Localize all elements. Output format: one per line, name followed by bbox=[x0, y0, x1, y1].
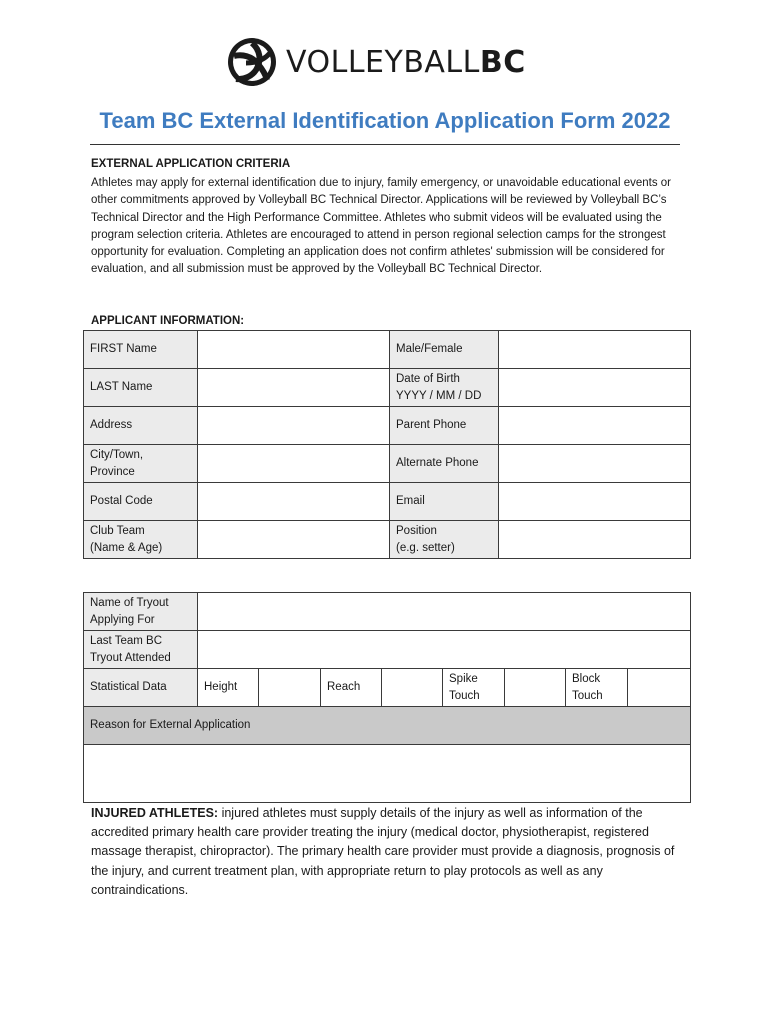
reach-field[interactable] bbox=[382, 669, 443, 707]
tryout-info-table bbox=[83, 592, 691, 803]
postal-code-field[interactable] bbox=[198, 483, 390, 521]
first-name-label: FIRST Name bbox=[84, 331, 198, 369]
gender-field[interactable] bbox=[499, 331, 691, 369]
height-field[interactable] bbox=[259, 669, 321, 707]
title-divider bbox=[90, 144, 680, 145]
date-of-birth-field[interactable] bbox=[499, 369, 691, 407]
city-province-label: City/Town, Province bbox=[84, 445, 198, 483]
injured-athletes-text: injured athletes must supply details of the injury as well as information of the accredited primary health care provider treating the injury (medical doctor, physiotherapist, registered massage therapist, chiropractor). The primary health care provider must provide a diagnosis, prognosis of the injury, and current treatment plan, with appropriate return to play protocols as well as any contraindications. bbox=[91, 806, 675, 897]
volleyball-icon bbox=[226, 36, 278, 88]
table-row bbox=[84, 483, 691, 521]
table-row bbox=[84, 593, 691, 631]
brand-logo bbox=[226, 34, 526, 90]
parent-phone-label: Parent Phone bbox=[390, 407, 499, 445]
email-label: Email bbox=[390, 483, 499, 521]
table-row bbox=[84, 669, 691, 707]
table-row bbox=[84, 707, 691, 745]
injured-athletes-heading: INJURED ATHLETES: bbox=[91, 806, 219, 820]
postal-code-label: Postal Code bbox=[84, 483, 198, 521]
parent-phone-field[interactable] bbox=[499, 407, 691, 445]
criteria-text: Athletes may apply for external identification due to injury, family emergency, or unavoidable educational events or other commitments approved by Volleyball BC Technical Director. Applications will be reviewed by Volleyball BC’s Technical Director and the High Performance Committee. Athletes who submit videos will be evaluated using the program selection criteria. Athletes are encouraged to attend in person regional selection camps for the strongest opportunity for evaluation. Completing an application does not confirm athletes' submission will be considered for evaluation, and all submission must be approved by the Volleyball BC Technical Director. bbox=[91, 177, 672, 276]
block-touch-field[interactable] bbox=[628, 669, 691, 707]
reason-label: Reason for External Application bbox=[84, 707, 691, 745]
first-name-field[interactable] bbox=[198, 331, 390, 369]
alternate-phone-label: Alternate Phone bbox=[390, 445, 499, 483]
position-field[interactable] bbox=[499, 521, 691, 559]
email-field[interactable] bbox=[499, 483, 691, 521]
position-label: Position (e.g. setter) bbox=[390, 521, 499, 559]
tryout-name-label: Name of Tryout Applying For bbox=[84, 593, 198, 631]
height-label: Height bbox=[198, 669, 259, 707]
table-row bbox=[84, 631, 691, 669]
statistical-data-label: Statistical Data bbox=[84, 669, 198, 707]
injured-athletes-note bbox=[91, 804, 691, 900]
club-team-field[interactable] bbox=[198, 521, 390, 559]
reach-label: Reach bbox=[321, 669, 382, 707]
criteria-heading: EXTERNAL APPLICATION CRITERIA bbox=[91, 158, 291, 170]
spike-touch-field[interactable] bbox=[505, 669, 566, 707]
form-title: Team BC External Identification Application Form 2022 bbox=[99, 108, 671, 133]
block-touch-label: Block Touch bbox=[566, 669, 628, 707]
address-label: Address bbox=[84, 407, 198, 445]
last-name-field[interactable] bbox=[198, 369, 390, 407]
address-field[interactable] bbox=[198, 407, 390, 445]
last-team-label: Last Team BC Tryout Attended bbox=[84, 631, 198, 669]
brand-wordmark: VOLLEYBALLBC bbox=[286, 44, 526, 80]
last-name-label: LAST Name bbox=[84, 369, 198, 407]
tryout-name-field[interactable] bbox=[198, 593, 691, 631]
applicant-info-table bbox=[83, 330, 691, 559]
table-row bbox=[84, 745, 691, 803]
spike-touch-label: Spike Touch bbox=[443, 669, 505, 707]
last-team-field[interactable] bbox=[198, 631, 691, 669]
date-of-birth-label: Date of Birth YYYY / MM / DD bbox=[390, 369, 499, 407]
alternate-phone-field[interactable] bbox=[499, 445, 691, 483]
reason-field[interactable] bbox=[84, 745, 691, 803]
table-row bbox=[84, 407, 691, 445]
table-row bbox=[84, 521, 691, 559]
table-row bbox=[84, 369, 691, 407]
gender-label: Male/Female bbox=[390, 331, 499, 369]
table-row bbox=[84, 331, 691, 369]
applicant-heading: APPLICANT INFORMATION: bbox=[91, 315, 245, 327]
city-province-field[interactable] bbox=[198, 445, 390, 483]
table-row bbox=[84, 445, 691, 483]
club-team-label: Club Team (Name & Age) bbox=[84, 521, 198, 559]
